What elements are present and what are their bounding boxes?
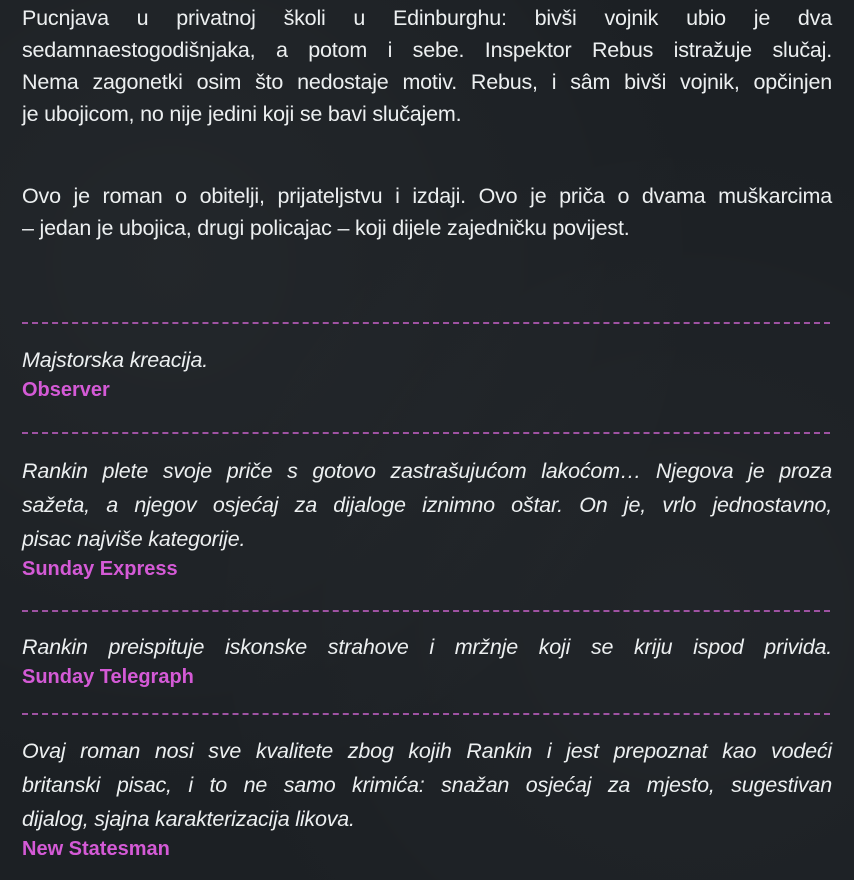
review-sunday-telegraph [22, 630, 832, 690]
synopsis-line: Nema zagonetki osim što nedostaje motiv. Rebus, i sâm bivši vojnik, opčinjen [22, 70, 832, 94]
review-quote [22, 454, 832, 556]
back-cover-text [22, 0, 834, 880]
synopsis-line: je ubojicom, no nije jedini koji se bavi slučajem. [22, 102, 462, 126]
quote-line: pisac najviše kategorije. [22, 527, 246, 551]
review-source: Sunday Express [22, 558, 178, 580]
dashed-divider [22, 713, 830, 715]
quote-line: dijalog, sjajna karakterizacija likova. [22, 807, 355, 831]
quote-line: Rankin plete svoje priče s gotovo zastrašujućom lakoćom… Njegova je proza [22, 459, 832, 483]
quote-line: sažeta, a njegov osjećaj za dijaloge iznimno oštar. On je, vrlo jednostavno, [22, 493, 832, 517]
dashed-divider [22, 432, 830, 434]
review-quote [22, 734, 832, 836]
review-quote [22, 343, 832, 377]
review-source: Sunday Telegraph [22, 666, 194, 688]
review-new-statesman [22, 734, 832, 862]
theme-paragraph [22, 180, 832, 244]
dashed-divider [22, 322, 830, 324]
synopsis-line: Pucnjava u privatnoj školi u Edinburghu: bivši vojnik ubio je dva [22, 6, 832, 30]
quote-line: britanski pisac, i to ne samo krimića: snažan osjećaj za mjesto, sugestivan [22, 773, 832, 797]
review-source: Observer [22, 379, 110, 401]
review-sunday-express [22, 454, 832, 582]
synopsis-line: sedamnaestogodišnjaka, a potom i sebe. Inspektor Rebus istražuje slučaj. [22, 38, 832, 62]
quote-line: Rankin preispituje iskonske strahove i mržnje koji se kriju ispod privida. [22, 635, 832, 659]
theme-line: Ovo je roman o obitelji, prijateljstvu i izdaji. Ovo je priča o dvama muškarcima [22, 184, 832, 208]
review-quote [22, 630, 832, 664]
review-source: New Statesman [22, 838, 170, 860]
quote-line: Majstorska kreacija. [22, 348, 208, 372]
theme-line: – jedan je ubojica, drugi policajac – koji dijele zajedničku povijest. [22, 216, 630, 240]
review-observer [22, 343, 832, 403]
dashed-divider [22, 610, 830, 612]
quote-line: Ovaj roman nosi sve kvalitete zbog kojih Rankin i jest prepoznat kao vodeći [22, 739, 832, 763]
synopsis-paragraph [22, 2, 832, 130]
